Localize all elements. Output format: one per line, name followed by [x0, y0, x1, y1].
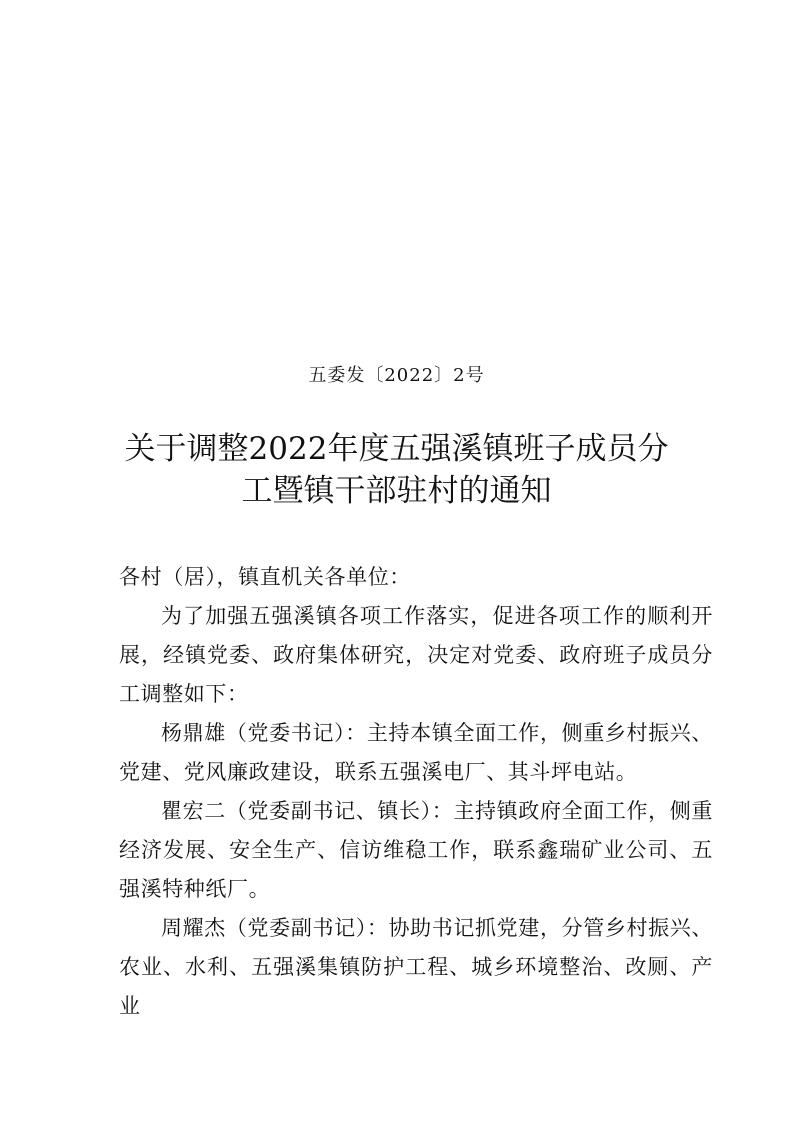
document-body	[119, 558, 713, 1026]
salutation: 各村（居），镇直机关各单位：	[119, 565, 411, 589]
paragraph-yang-dingxiong: 杨鼎雄（党委书记）：主持本镇全面工作，侧重乡村振兴、党建、党风廉政建设，联系五强溪电厂、其斗坪电站。	[119, 721, 713, 784]
paragraph-zhou-yaojie: 周耀杰（党委副书记）：协助书记抓党建，分管乡村振兴、农业、水利、五强溪集镇防护工程、城乡环境整治、改厕、产业	[119, 916, 713, 1018]
title-line-1: 关于调整2022年度五强溪镇班子成员分	[124, 431, 669, 467]
paragraph-qu-honger: 瞿宏二（党委副书记、镇长）：主持镇政府全面工作，侧重经济发展、安全生产、信访维稳工作，联系鑫瑞矿业公司、五强溪特种纸厂。	[119, 799, 713, 901]
document-title	[0, 428, 793, 512]
paragraph-intro: 为了加强五强溪镇各项工作落实，促进各项工作的顺利开展，经镇党委、政府集体研究，决定对党委、政府班子成员分工调整如下：	[119, 604, 713, 706]
title-line-2: 工暨镇干部驻村的通知	[241, 473, 552, 509]
document-number: 五委发〔2022〕2号	[308, 365, 485, 386]
